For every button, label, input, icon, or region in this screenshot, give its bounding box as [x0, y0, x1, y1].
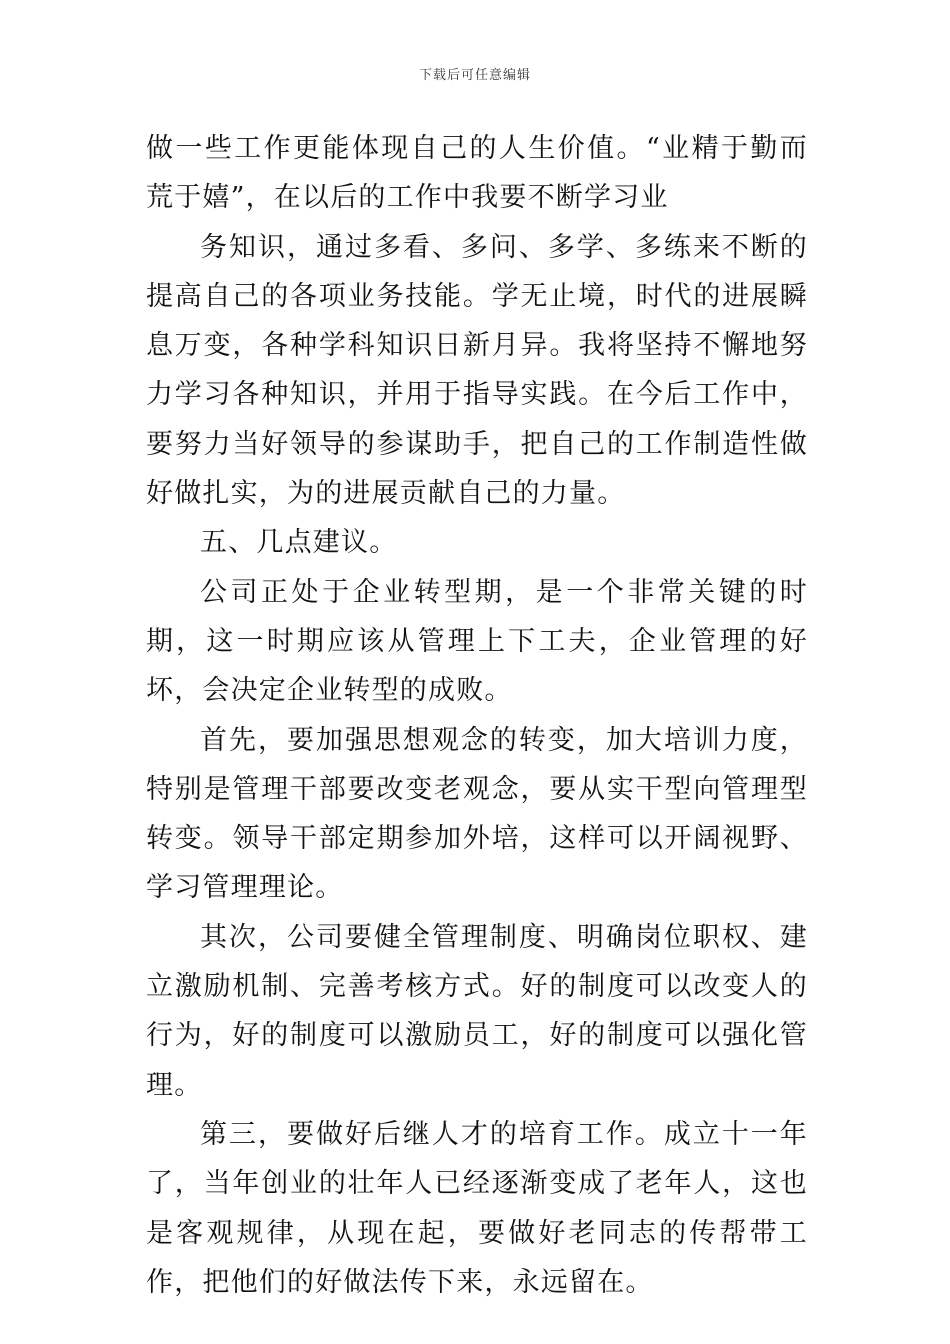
paragraph-study-plan: 务知识，通过多看、多问、多学、多练来不断的提高自己的各项业务技能。学无止境，时代的进展瞬息万变，各种学科知识日新月异。我将坚持不懈地努力学习各种知识，并用于指导实践。在今后工作中，要努力当好领导的参谋助手，把自己的工作制造性做好做扎实，为的进展贡献自己的力量。	[146, 231, 808, 510]
section-heading-suggestions: 五、几点建议。	[200, 527, 398, 559]
paragraph-transition-period: 公司正处于企业转型期，是一个非常关键的时期，这一时期应该从管理上下工夫，企业管理的好坏，会决定企业转型的成败。	[146, 576, 808, 707]
paragraph-continuation: 做一些工作更能体现自己的人生价值。“业精于勤而荒于嬉”，在以后的工作中我要不断学习业	[146, 133, 808, 214]
paragraph-first-suggestion: 首先，要加强思想观念的转变，加大培训力度，特别是管理干部要改变老观念，要从实干型向管理型转变。领导干部定期参加外培，这样可以开阔视野、学习管理理论。	[146, 724, 808, 904]
document-body	[146, 124, 808, 1307]
page-header: 下载后可任意编辑	[418, 68, 531, 83]
paragraph-third-suggestion: 第三，要做好后继人才的培育工作。成立十一年了，当年创业的壮年人已经逐渐变成了老年人，这也是客观规律，从现在起，要做好老同志的传帮带工作，把他们的好做法传下来，永远留在。	[146, 1118, 808, 1298]
paragraph-second-suggestion: 其次，公司要健全管理制度、明确岗位职权、建立激励机制、完善考核方式。好的制度可以改变人的行为，好的制度可以激励员工，好的制度可以强化管理。	[146, 921, 808, 1101]
